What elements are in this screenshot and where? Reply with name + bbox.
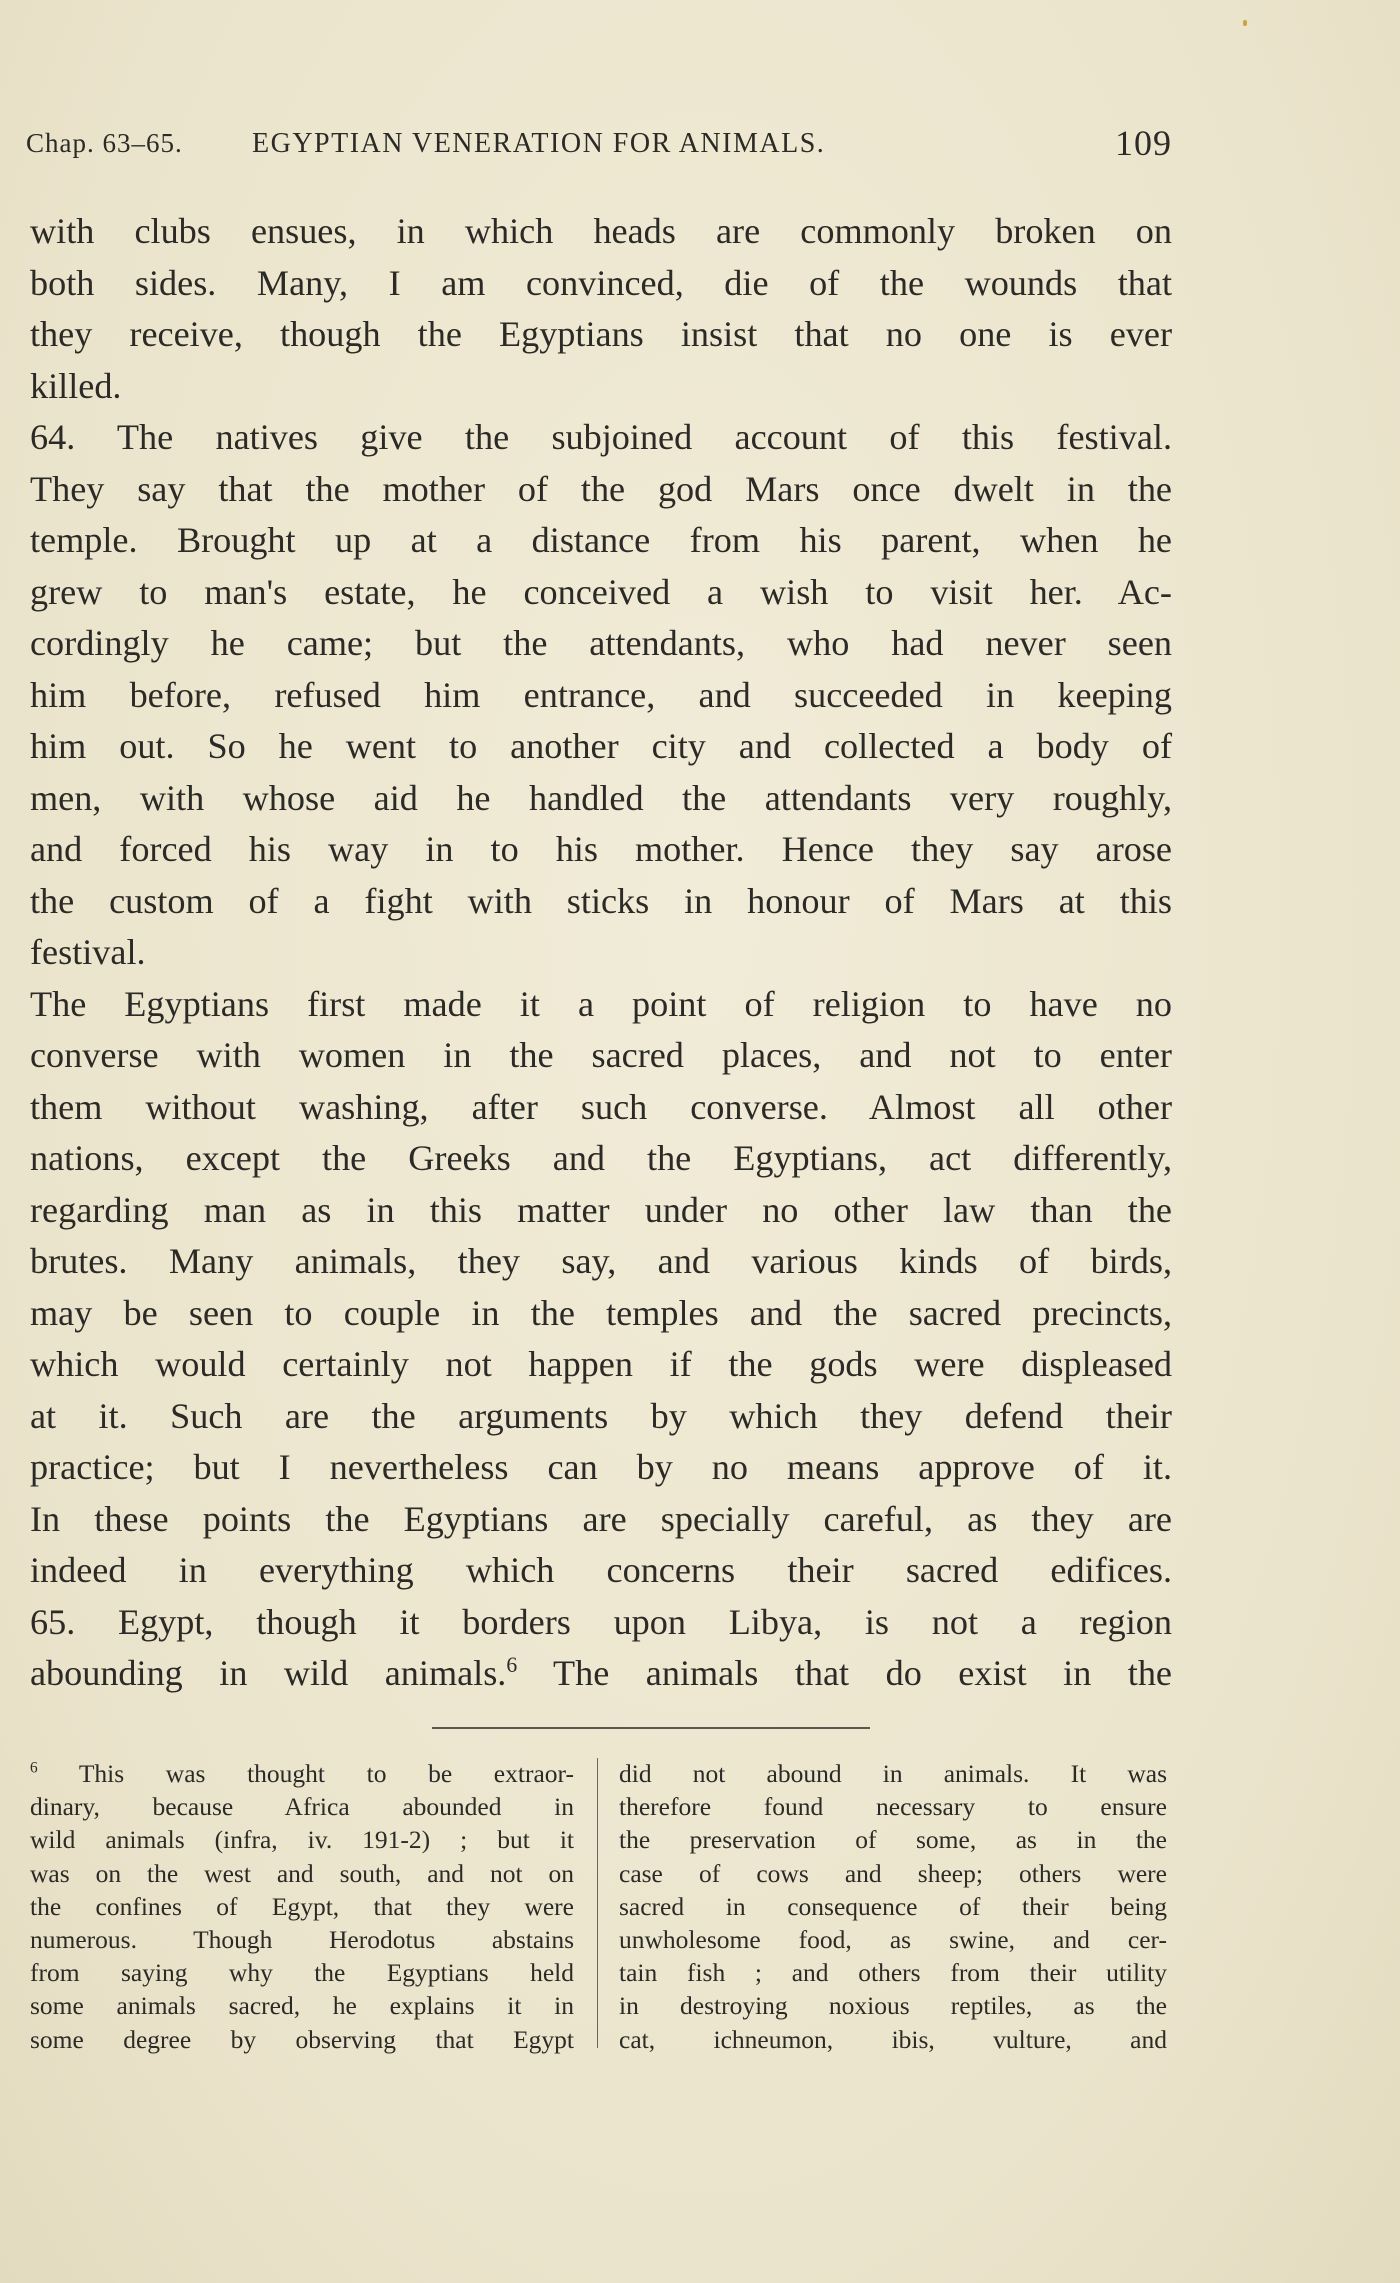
footnote-line: the confines of Egypt, that they were — [30, 1891, 574, 1921]
footnote-line: sacred in consequence of their being — [619, 1891, 1167, 1921]
footnote-column-left — [30, 1757, 574, 2056]
footnote-reference: 6 — [506, 1652, 518, 1677]
footnote-line: wild animals (infra, iv. 191-2) ; but it — [30, 1825, 574, 1855]
main-text — [30, 206, 1172, 1700]
footnote-line: case of cows and sheep; others were — [619, 1858, 1167, 1888]
footnote-line: in destroying noxious reptiles, as the — [619, 1991, 1167, 2021]
footnote-marker: 6 — [30, 1759, 38, 1777]
text-line: In these points the Egyptians are specially careful, as they are — [30, 1498, 1172, 1539]
text-line: indeed in everything which concerns their sacred edifices. — [30, 1550, 1172, 1590]
footnote-line: unwholesome food, as swine, and cer- — [619, 1924, 1167, 1954]
footnote-line: some animals sacred, he explains it in — [30, 1991, 574, 2021]
text-line: regarding man as in this matter under no other law than the — [30, 1189, 1172, 1230]
footnote-line: therefore found necessary to ensure — [619, 1792, 1167, 1822]
text-line: They say that the mother of the god Mars once dwelt in the — [30, 468, 1172, 509]
footnote-line: dinary, because Africa abounded in — [30, 1792, 574, 1822]
footnote-line — [30, 1757, 574, 1790]
text-line: cordingly he came; but the attendants, who had never seen — [30, 623, 1172, 663]
running-title: EGYPTIAN VENERATION FOR ANIMALS. — [252, 128, 826, 159]
text-line: temple. Brought up at a distance from his parent, when he — [30, 520, 1172, 560]
footnote-column-divider — [597, 1758, 598, 2048]
text-line: them without washing, after such converse. Almost all other — [30, 1086, 1172, 1127]
footnote-line: some degree by observing that Egypt — [30, 2024, 574, 2054]
footnote-separator — [432, 1727, 870, 1729]
text-line: practice; but I nevertheless can by no means approve of it. — [30, 1447, 1172, 1487]
text-fragment: abounding in wild animals. — [30, 1653, 507, 1693]
text-line: both sides. Many, I am convinced, die of the wounds that — [30, 262, 1172, 303]
footnote-line: cat, ichneumon, ibis, vulture, and — [619, 2024, 1167, 2054]
footnote-column-right — [619, 1757, 1167, 2056]
footnote-line: was on the west and south, and not on — [30, 1858, 574, 1888]
text-line: 65. Egypt, though it borders upon Libya, is not a region — [30, 1601, 1172, 1642]
text-fragment: This was thought to be extraor- — [37, 1759, 574, 1788]
footnote-line: from saying why the Egyptians held — [30, 1958, 574, 1988]
running-header — [26, 122, 1172, 162]
footnote-line: numerous. Though Herodotus abstains — [30, 1924, 574, 1954]
text-line: The Egyptians first made it a point of religion to have no — [30, 983, 1172, 1024]
footnote-line: tain fish ; and others from their utility — [619, 1958, 1167, 1988]
text-line: and forced his way in to his mother. Hence they say arose — [30, 829, 1172, 869]
text-line: converse with women in the sacred places, and not to enter — [30, 1035, 1172, 1075]
text-line: the custom of a fight with sticks in honour of Mars at this — [30, 880, 1172, 921]
text-line: with clubs ensues, in which heads are commonly broken on — [30, 211, 1172, 251]
chapter-reference: Chap. 63–65. — [26, 128, 183, 158]
text-line: brutes. Many animals, they say, and various kinds of birds, — [30, 1241, 1172, 1281]
paper-speck — [1243, 20, 1247, 26]
text-line: nations, except the Greeks and the Egyptians, act differently, — [30, 1138, 1172, 1178]
text-line-with-footnote-ref — [30, 1648, 1172, 1700]
text-line: killed. — [30, 365, 122, 406]
text-line: which would certainly not happen if the gods were displeased — [30, 1344, 1172, 1384]
text-line: festival. — [30, 932, 146, 972]
text-line: at it. Such are the arguments by which they defend their — [30, 1395, 1172, 1436]
page-number: 109 — [1115, 123, 1172, 163]
text-line: him before, refused him entrance, and succeeded in keeping — [30, 674, 1172, 715]
text-line: may be seen to couple in the temples and the sacred precincts, — [30, 1292, 1172, 1333]
text-line: they receive, though the Egyptians insist that no one is ever — [30, 314, 1172, 354]
footnote-line: the preservation of some, as in the — [619, 1825, 1167, 1855]
footnote-line: did not abound in animals. It was — [619, 1759, 1167, 1788]
text-line: grew to man's estate, he conceived a wish to visit her. Ac- — [30, 571, 1172, 612]
text-line: men, with whose aid he handled the attendants very roughly, — [30, 777, 1172, 818]
text-line: him out. So he went to another city and collected a body of — [30, 726, 1172, 766]
text-fragment: The animals that do exist in the — [517, 1653, 1172, 1693]
text-line: 64. The natives give the subjoined account of this festival. — [30, 417, 1172, 457]
